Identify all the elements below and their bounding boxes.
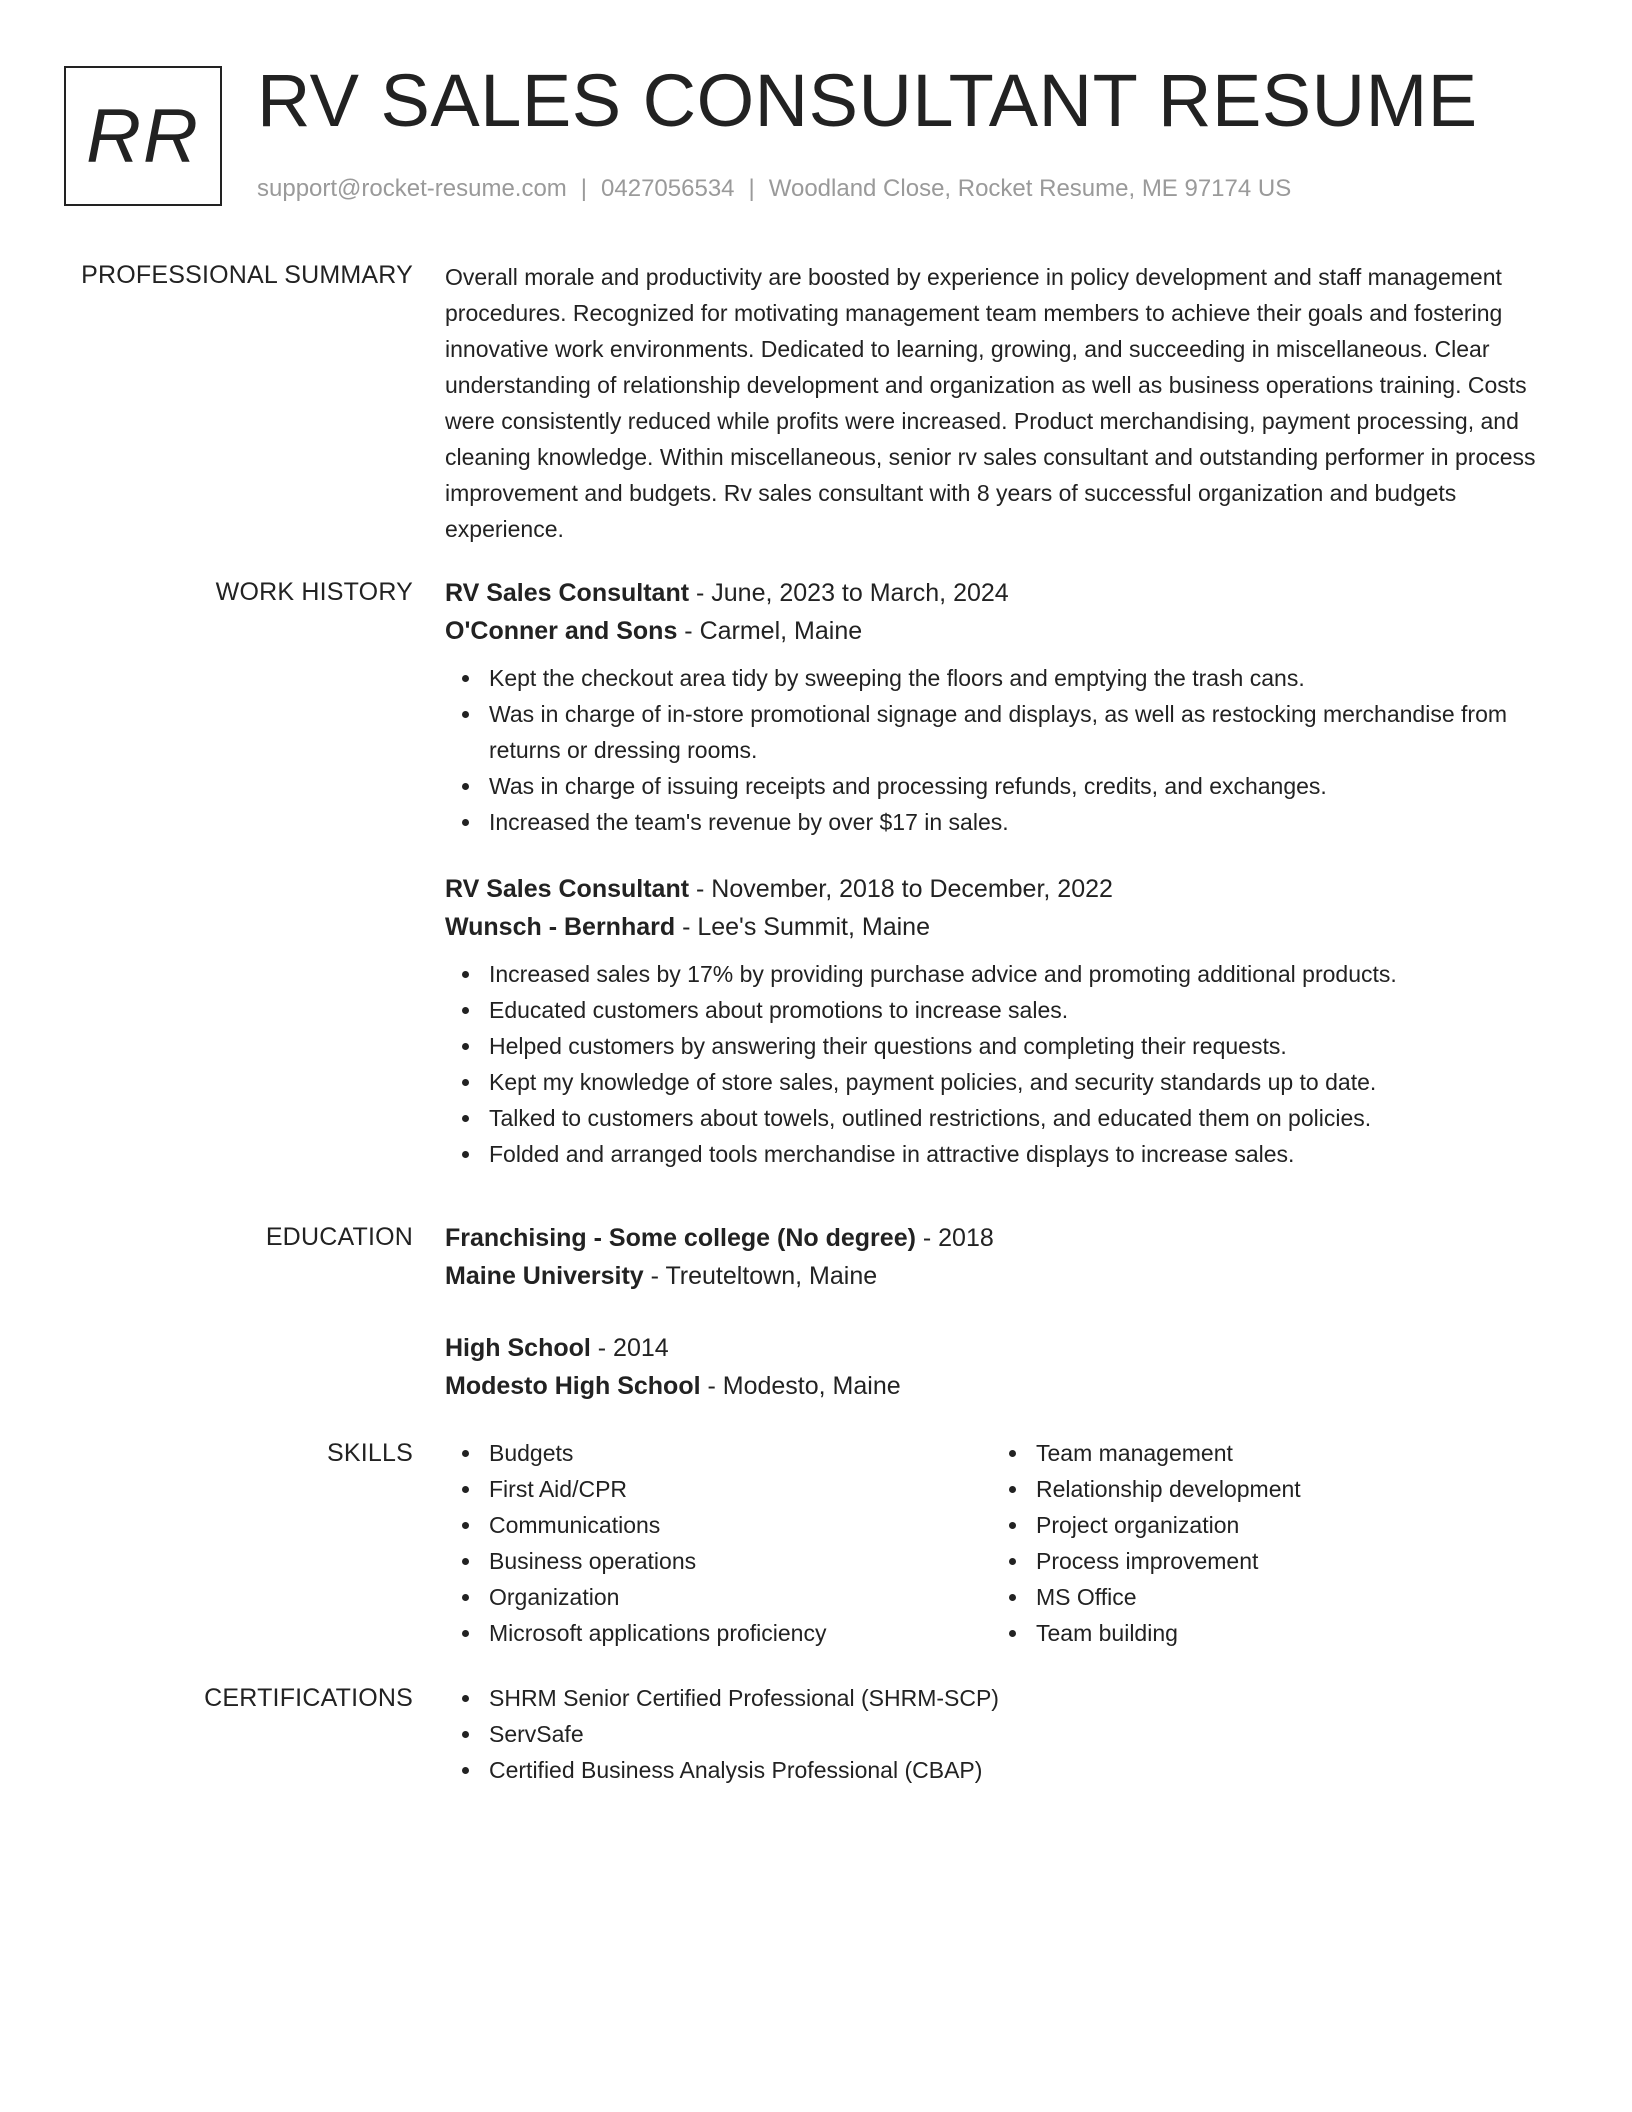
list-item: Microsoft applications proficiency: [489, 1615, 992, 1651]
job-company-line: [445, 612, 1560, 650]
page-title: RV SALES CONSULTANT RESUME: [257, 59, 1478, 142]
list-item: Talked to customers about towels, outlined restrictions, and educated them on policies.: [489, 1100, 1560, 1136]
job-company: Wunsch - Bernhard: [445, 913, 676, 941]
job-entry: [445, 870, 1560, 1172]
job-entry: [445, 574, 1560, 840]
contact-line: [257, 172, 1291, 206]
monogram-initials: RR: [86, 93, 200, 179]
list-item: Helped customers by answering their questions and completing their requests.: [489, 1028, 1560, 1064]
job-title: RV Sales Consultant: [445, 579, 690, 607]
contact-phone: 0427056534: [601, 175, 735, 202]
degree-year: - 2014: [590, 1334, 669, 1362]
job-dates: - November, 2018 to December, 2022: [689, 875, 1113, 903]
section-heading: CERTIFICATIONS: [204, 1684, 413, 1712]
skills-list: [445, 1435, 992, 1651]
list-item: Educated customers about promotions to increase sales.: [489, 992, 1560, 1028]
job-title-line: [445, 574, 1560, 612]
school: Modesto High School: [445, 1372, 701, 1400]
list-item: Certified Business Analysis Professional (CBAP): [489, 1752, 1560, 1788]
degree-year: - 2018: [915, 1224, 994, 1252]
list-item: Process improvement: [1036, 1543, 1539, 1579]
list-item: First Aid/CPR: [489, 1471, 992, 1507]
monogram-logo: [64, 66, 222, 206]
contact-separator: |: [748, 175, 755, 202]
degree-line: [445, 1219, 1560, 1257]
job-company: O'Conner and Sons: [445, 617, 678, 645]
list-item: Team building: [1036, 1615, 1539, 1651]
job-title-line: [445, 870, 1560, 908]
list-item: Was in charge of in-store promotional signage and displays, as well as restocking merchandise from returns or dressing rooms.: [489, 696, 1560, 768]
list-item: Communications: [489, 1507, 992, 1543]
section-body: [445, 1680, 1560, 1788]
job-bullets: [445, 956, 1560, 1172]
list-item: Kept the checkout area tidy by sweeping the floors and emptying the trash cans.: [489, 660, 1560, 696]
section-body: [445, 259, 1560, 547]
list-item: Increased sales by 17% by providing purchase advice and promoting additional products.: [489, 956, 1560, 992]
list-item: Was in charge of issuing receipts and processing refunds, credits, and exchanges.: [489, 768, 1560, 804]
school-location: - Treuteltown, Maine: [643, 1262, 878, 1290]
section-body: [445, 1219, 1560, 1405]
list-item: Team management: [1036, 1435, 1539, 1471]
school-line: [445, 1257, 1560, 1295]
list-item: Increased the team's revenue by over $17 in sales.: [489, 804, 1560, 840]
skills-column-right: [992, 1435, 1539, 1651]
school-line: [445, 1367, 1560, 1405]
list-item: Folded and arranged tools merchandise in attractive displays to increase sales.: [489, 1136, 1560, 1172]
section-heading: WORK HISTORY: [215, 578, 413, 606]
degree: High School: [445, 1334, 591, 1362]
section-heading: SKILLS: [327, 1439, 413, 1467]
list-item: Organization: [489, 1579, 992, 1615]
list-item: Project organization: [1036, 1507, 1539, 1543]
section-heading: PROFESSIONAL SUMMARY: [81, 261, 413, 289]
section-body: [445, 1435, 1560, 1651]
section-body: [445, 574, 1560, 1172]
skills-column-left: [445, 1435, 992, 1651]
job-title: RV Sales Consultant: [445, 875, 690, 903]
summary-text: Overall morale and productivity are boosted by experience in policy development and staff management procedures. Recognized for motivating management team members to achieve their goals and fostering innovative work environments. Dedicated to learning, growing, and succeeding in miscellaneous. Clear understanding of relationship development and organization as well as business operations training. Costs were consistently reduced while profits were increased. Product merchandising, payment processing, and cleaning knowledge. Within miscellaneous, senior rv sales consultant and outstanding performer in process improvement and budgets. Rv sales consultant with 8 years of successful organization and budgets experience.: [445, 264, 1536, 542]
job-dates: - June, 2023 to March, 2024: [689, 579, 1009, 607]
job-company-line: [445, 908, 1560, 946]
school-location: - Modesto, Maine: [700, 1372, 901, 1400]
education-entry: [445, 1219, 1560, 1295]
certifications-list: [445, 1680, 1560, 1788]
job-location: - Carmel, Maine: [677, 617, 863, 645]
degree: Franchising - Some college (No degree): [445, 1224, 916, 1252]
job-bullets: [445, 660, 1560, 840]
list-item: SHRM Senior Certified Professional (SHRM-SCP): [489, 1680, 1560, 1716]
list-item: MS Office: [1036, 1579, 1539, 1615]
job-location: - Lee's Summit, Maine: [675, 913, 930, 941]
education-entry: [445, 1329, 1560, 1405]
degree-line: [445, 1329, 1560, 1367]
list-item: Budgets: [489, 1435, 992, 1471]
contact-email: support@rocket-resume.com: [257, 175, 567, 202]
list-item: Kept my knowledge of store sales, payment policies, and security standards up to date.: [489, 1064, 1560, 1100]
skills-columns: [445, 1435, 1560, 1651]
list-item: Relationship development: [1036, 1471, 1539, 1507]
skills-list: [992, 1435, 1539, 1651]
list-item: Business operations: [489, 1543, 992, 1579]
section-heading: EDUCATION: [265, 1223, 413, 1251]
list-item: ServSafe: [489, 1716, 1560, 1752]
contact-address: Woodland Close, Rocket Resume, ME 97174 US: [768, 175, 1292, 202]
contact-separator: |: [580, 175, 588, 202]
school: Maine University: [445, 1262, 644, 1290]
